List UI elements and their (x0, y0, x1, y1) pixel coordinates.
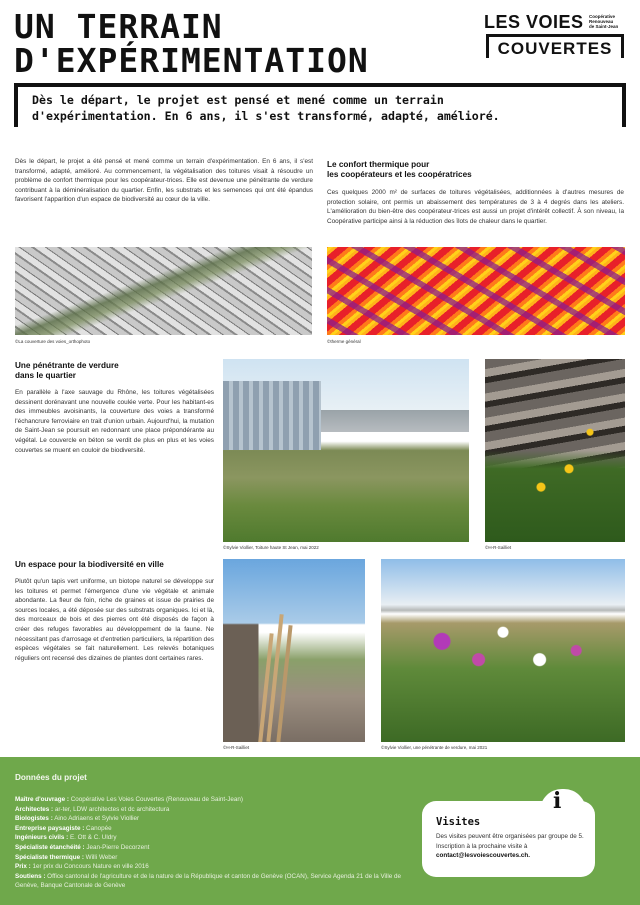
credit-value: Jean-Pierre Decorzent (84, 843, 150, 851)
lead-line-2: d'expérimentation. En 6 ans, il s'est transformé, adapté, amélioré. (32, 108, 500, 123)
page-title (14, 7, 369, 80)
credit-label: Soutiens : (15, 872, 46, 880)
footer-title: Données du projet (15, 773, 87, 782)
logo-subtitle-line: Coopérative (589, 14, 616, 19)
credit-line (15, 872, 415, 891)
verdure-paragraph: En parallèle à l'axe sauvage du Rhône, les toitures végétalisées dessinent dorénavant une nouvelle coulée verte. Pour les habitant-es des immeubles avoisinants, la couverture des voies a transformé l'échancrure ferroviaire en trait d'union urbain. Aujourd'hui, la mutation de Saint-Jean se poursuit en redonnant une place prépondérante au végétal. Le couvercle en béton se verdit de plus en plus et les voies couvertes se muent en couloir de biodiversité. (15, 389, 214, 454)
logo-subtitle-line: de Saint-Jean (589, 24, 619, 29)
biodiversity-paragraph: Plutôt qu'un tapis vert uniforme, un biotope naturel se développe sur les toitures et permet l'émergence d'une vie végétale et animale abondante. La fleur de foin, riche de graines et issue de prairies de sources locales, a été déposée sur des substrats organiques. Ici et là, des morceaux de bois et des pierres ont été disposés de façon à créer des refuges favorables au développement de la faune. Ne nécessitant pas d'arrosage et d'entretien particuliers, la répartition des espèces végétales se fait naturellement. Les relevés botaniques réguliers ont recensé des dizaines de plantes dont certaines rares. (15, 578, 214, 662)
wood-caption: ©H-R-Sailliet (485, 545, 512, 550)
logo-top-text: LES VOIES (484, 12, 584, 32)
credit-value: E. Ott & C. Uldry (68, 834, 117, 842)
logo-subtitle (589, 14, 618, 29)
logo-bracket (486, 34, 624, 58)
title-line-1: UN TERRAIN (14, 7, 223, 46)
lead-line-1: Dès le départ, le projet est pensé et mené comme un terrain (32, 93, 444, 107)
credit-label: Spécialiste étanchéité : (15, 843, 85, 851)
thermal-caption: ©therme général (327, 339, 361, 344)
credit-value: 1er prix du Concours Nature en ville 2016 (30, 863, 149, 871)
credit-line (15, 814, 415, 824)
orthophoto-image (15, 247, 312, 335)
credit-value: Willi Weber (83, 853, 118, 861)
credits-list (15, 795, 415, 891)
credit-label: Prix : (15, 863, 31, 871)
credit-value: ar-ter, LDW architectes et dc architectura (53, 805, 170, 813)
intro-paragraph: Dès le départ, le projet a été pensé et mené comme un terrain d'expérimentation. En 6 ans, il s'est transformé, adapté, amélioré. Au commencement, la végétalisation des toitures visait à résoudre un problème de confort thermique pour les coopérateur-trices. Elle est devenue une pénétrante de verdure contribuant à la déminéralisation du quartier. Enfin, les substrats et les semences qui ont été épandus favorisent l'apparition d'un espace de biodiversité au cœur de la ville. (15, 158, 313, 204)
logo-bottom-text: COUVERTES (497, 39, 613, 58)
meadow-photo (381, 559, 625, 742)
visits-description: Des visites peuvent être organisées par groupe de 5. Inscription à la prochaine visite à (436, 833, 584, 850)
credit-line (15, 853, 415, 863)
credit-label: Entreprise paysagiste : (15, 824, 85, 832)
orthophoto-caption: ©La couverture des voies_orthophoto (15, 339, 91, 344)
info-icon: i (553, 788, 562, 814)
credit-line (15, 833, 415, 843)
meadow-caption: ©Sylvie Viollier, une pénétrante de verdure, mai 2021 (381, 745, 488, 750)
thermal-map-image (327, 247, 625, 335)
thermal-heading (327, 160, 624, 180)
lead-box (14, 83, 626, 127)
heading-line: dans le quartier (15, 371, 76, 380)
credit-value: Canopée (84, 824, 112, 832)
visits-card-tab (540, 789, 586, 829)
credit-label: Ingénieurs civils : (15, 834, 69, 842)
logo-subtitle-line: Renouveau (589, 19, 614, 24)
title-line-2: D'EXPÉRIMENTATION (14, 41, 369, 80)
credit-value: Office cantonal de l'agriculture et de la nature de la République et canton de Genève (OCAN), Service Agenda 21 de la Ville de Genève, Banque Cantonale de Genève (15, 872, 402, 890)
heading-line: Le confort thermique pour (327, 160, 430, 169)
logo (484, 12, 626, 58)
roof-caption: ©Sylvie Viollier, Toiture haute St Jean, mai 2022 (223, 545, 319, 550)
credit-line (15, 795, 415, 805)
credit-value: Aino Adriaens et Sylvie Viollier (52, 815, 140, 823)
thermal-paragraph: Ces quelques 2000 m² de surfaces de toitures végétalisées, additionnées à d'autres mesures de protection solaire, ont permis un abaissement des températures de 3 à 4 degrés dans les ateliers. L'amélioration du bien-être des coopérateur-trices est aussi un projet d'intérêt collectif. À son niveau, la Coopérative participe ainsi à la réduction des îlots de chaleur dans le quartier. (327, 189, 624, 225)
credit-value: Coopérative Les Voies Couvertes (Renouveau de Saint-Jean) (68, 796, 243, 803)
wood-flowers-photo (485, 359, 625, 542)
credit-line (15, 843, 415, 853)
verdure-heading (15, 361, 215, 381)
credit-label: Architectes : (15, 805, 54, 813)
visits-title: Visites (436, 816, 481, 828)
heading-line: Une pénétrante de verdure (15, 361, 119, 370)
contact-email-link[interactable]: contact@lesvoiescouvertes.ch. (436, 852, 530, 860)
visits-text (436, 832, 586, 861)
credit-label: Spécialiste thermique : (15, 853, 84, 861)
green-roof-photo (223, 359, 469, 542)
credit-line (15, 805, 415, 815)
seed-caption: ©H-R-Sailliet (223, 745, 250, 750)
heading-line: les coopérateurs et les coopératrices (327, 170, 472, 179)
credit-line (15, 824, 415, 834)
biodiversity-heading: Un espace pour la biodiversité en ville (15, 560, 164, 569)
credit-label: Biologistes : (15, 815, 53, 823)
credit-label: Maître d'ouvrage : (15, 796, 69, 803)
seed-pods-photo (223, 559, 365, 742)
credit-line (15, 862, 415, 872)
